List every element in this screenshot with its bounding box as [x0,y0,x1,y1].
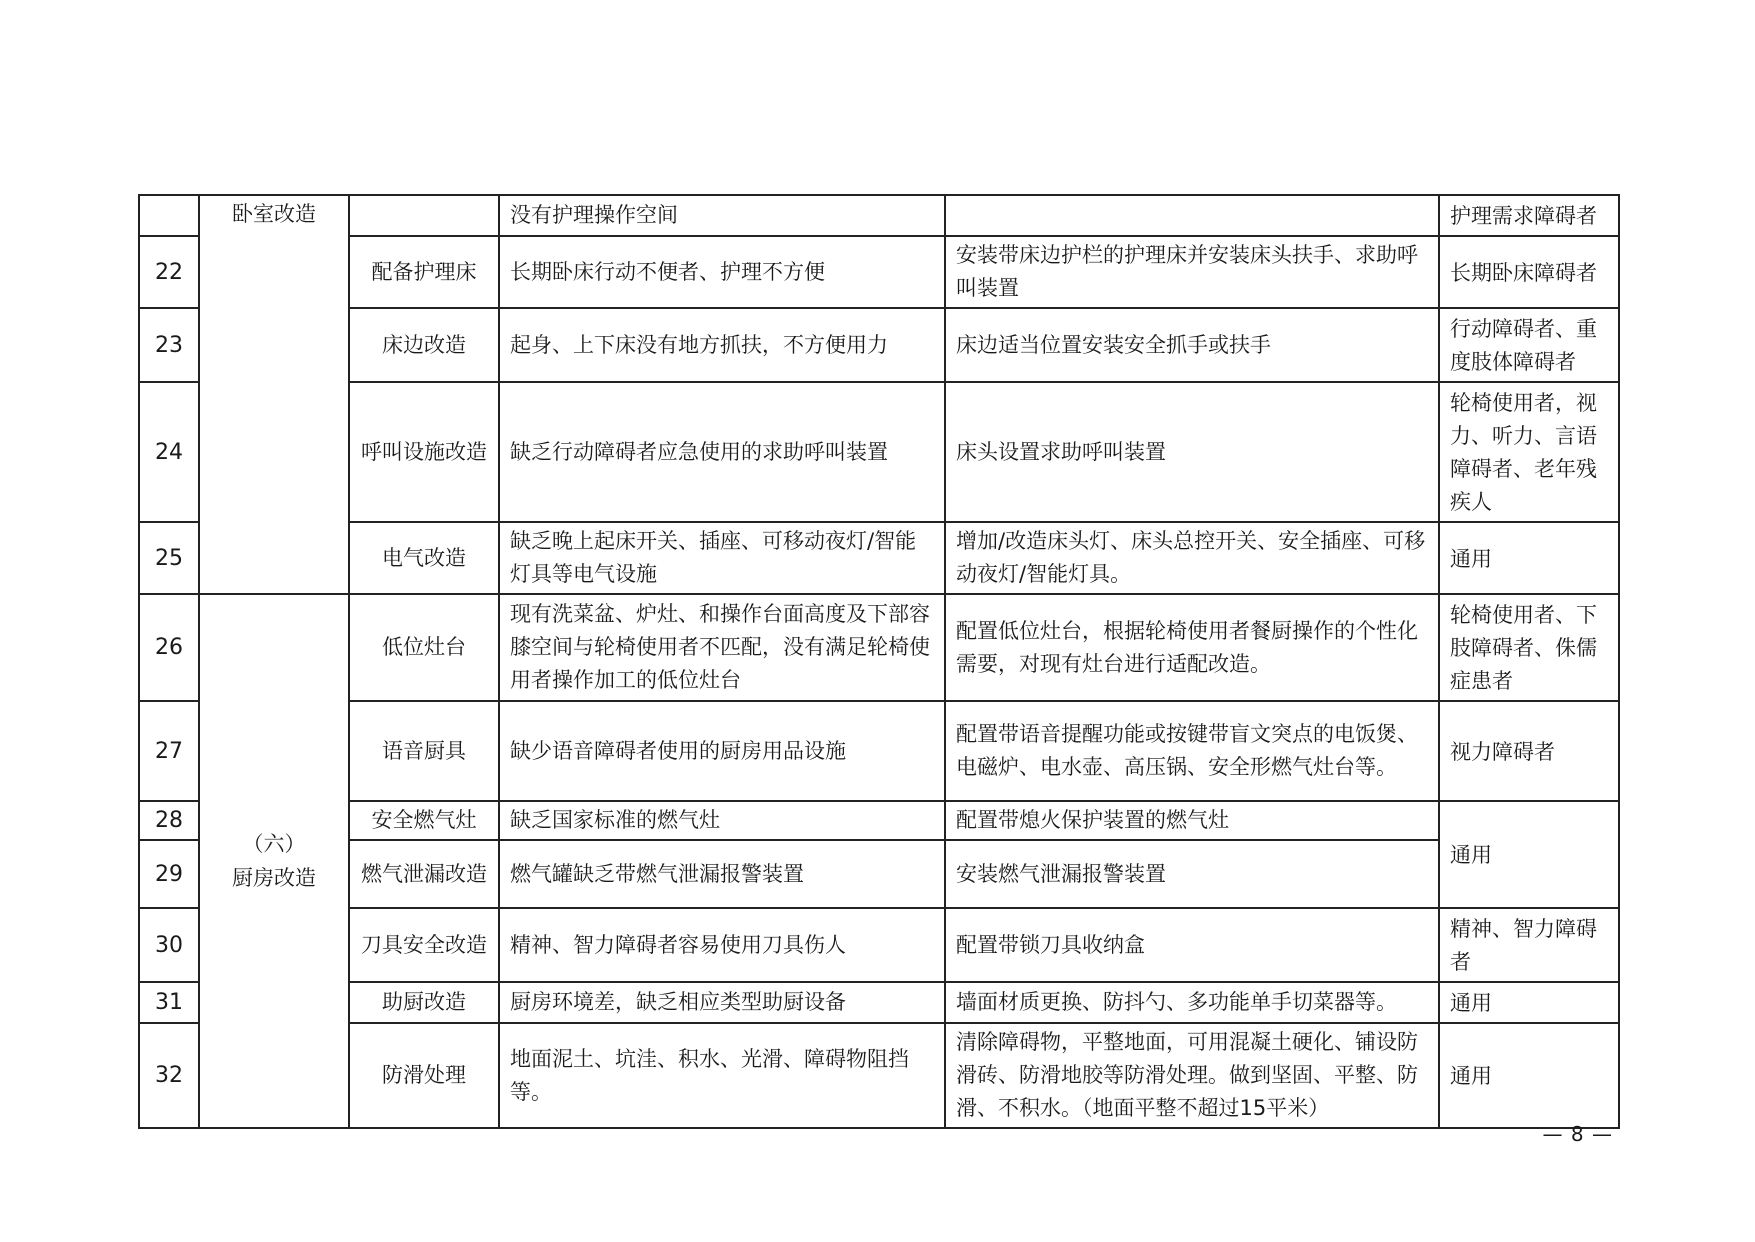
measure-cell: 安装燃气泄漏报警装置 [945,840,1439,908]
condition-cell: 燃气罐缺乏带燃气泄漏报警装置 [499,840,945,908]
target-cell: 长期卧床障碍者 [1439,236,1619,308]
condition-cell: 缺乏国家标准的燃气灶 [499,801,945,840]
category-cell-bedroom [199,195,349,594]
category-label-kitchen: 厨房改造 [232,866,316,890]
table-row [139,594,1619,701]
target-cell: 视力障碍者 [1439,701,1619,801]
target-cell: 通用 [1439,801,1619,908]
row-number-cell: 28 [139,801,199,840]
table-row [139,1023,1619,1128]
condition-cell: 厨房环境差，缺乏相应类型助厨设备 [499,982,945,1023]
measure-cell: 配置带语音提醒功能或按键带盲文突点的电饭煲、电磁炉、电水壶、高压锅、安全形燃气灶台等。 [945,701,1439,801]
item-cell: 低位灶台 [349,594,499,701]
measure-cell: 增加/改造床头灯、床头总控开关、安全插座、可移动夜灯/智能灯具。 [945,522,1439,594]
row-number-cell: 25 [139,522,199,594]
row-number-cell: 22 [139,236,199,308]
condition-cell: 地面泥土、坑洼、积水、光滑、障碍物阻挡等。 [499,1023,945,1128]
condition-cell: 缺乏晚上起床开关、插座、可移动夜灯/智能灯具等电气设施 [499,522,945,594]
category-label-kitchen-number: （六） [242,832,306,856]
condition-cell: 没有护理操作空间 [499,195,945,236]
condition-cell: 现有洗菜盆、炉灶、和操作台面高度及下部容膝空间与轮椅使用者不匹配，没有满足轮椅使用者操作加工的低位灶台 [499,594,945,701]
category-cell-kitchen [199,594,349,1128]
table-row [139,840,1619,908]
table-row [139,522,1619,594]
row-number-cell: 24 [139,382,199,522]
measure-cell [945,195,1439,236]
item-cell: 防滑处理 [349,1023,499,1128]
row-number-cell: 32 [139,1023,199,1128]
item-cell: 助厨改造 [349,982,499,1023]
item-cell: 语音厨具 [349,701,499,801]
target-cell: 精神、智力障碍者 [1439,908,1619,982]
table-row [139,701,1619,801]
condition-cell: 缺乏行动障碍者应急使用的求助呼叫装置 [499,382,945,522]
item-cell: 配备护理床 [349,236,499,308]
row-number-cell: 26 [139,594,199,701]
table-row [139,382,1619,522]
page-number: — 8 — [1542,1122,1613,1146]
measure-cell: 墙面材质更换、防抖勺、多功能单手切菜器等。 [945,982,1439,1023]
category-label-bedroom: 卧室改造 [232,202,316,226]
item-cell: 燃气泄漏改造 [349,840,499,908]
measure-cell: 配置带锁刀具收纳盒 [945,908,1439,982]
table-row-continued [139,195,1619,236]
row-number-cell: 23 [139,308,199,382]
row-number-cell: 29 [139,840,199,908]
item-cell: 电气改造 [349,522,499,594]
measure-cell: 床头设置求助呼叫装置 [945,382,1439,522]
condition-cell: 长期卧床行动不便者、护理不方便 [499,236,945,308]
table-row [139,801,1619,840]
table-row [139,308,1619,382]
condition-cell: 起身、上下床没有地方抓扶，不方便用力 [499,308,945,382]
item-cell: 床边改造 [349,308,499,382]
row-number-cell [139,195,199,236]
item-cell: 安全燃气灶 [349,801,499,840]
measure-cell: 安装带床边护栏的护理床并安装床头扶手、求助呼叫装置 [945,236,1439,308]
target-cell: 通用 [1439,522,1619,594]
target-cell: 轮椅使用者，视力、听力、言语障碍者、老年残疾人 [1439,382,1619,522]
table-row [139,908,1619,982]
row-number-cell: 31 [139,982,199,1023]
target-cell: 轮椅使用者、下肢障碍者、侏儒症患者 [1439,594,1619,701]
measure-cell: 床边适当位置安装安全抓手或扶手 [945,308,1439,382]
target-cell: 护理需求障碍者 [1439,195,1619,236]
table-row [139,982,1619,1023]
measure-cell: 配置低位灶台，根据轮椅使用者餐厨操作的个性化需要，对现有灶台进行适配改造。 [945,594,1439,701]
renovation-table [138,194,1620,1129]
table-row [139,236,1619,308]
target-cell: 通用 [1439,1023,1619,1128]
condition-cell: 精神、智力障碍者容易使用刀具伤人 [499,908,945,982]
target-cell: 行动障碍者、重度肢体障碍者 [1439,308,1619,382]
row-number-cell: 27 [139,701,199,801]
item-cell: 刀具安全改造 [349,908,499,982]
measure-cell: 清除障碍物，平整地面，可用混凝土硬化、铺设防滑砖、防滑地胶等防滑处理。做到坚固、平整、防滑、不积水。（地面平整不超过15平米） [945,1023,1439,1128]
condition-cell: 缺少语音障碍者使用的厨房用品设施 [499,701,945,801]
row-number-cell: 30 [139,908,199,982]
measure-cell: 配置带熄火保护装置的燃气灶 [945,801,1439,840]
target-cell: 通用 [1439,982,1619,1023]
item-cell: 呼叫设施改造 [349,382,499,522]
item-cell [349,195,499,236]
